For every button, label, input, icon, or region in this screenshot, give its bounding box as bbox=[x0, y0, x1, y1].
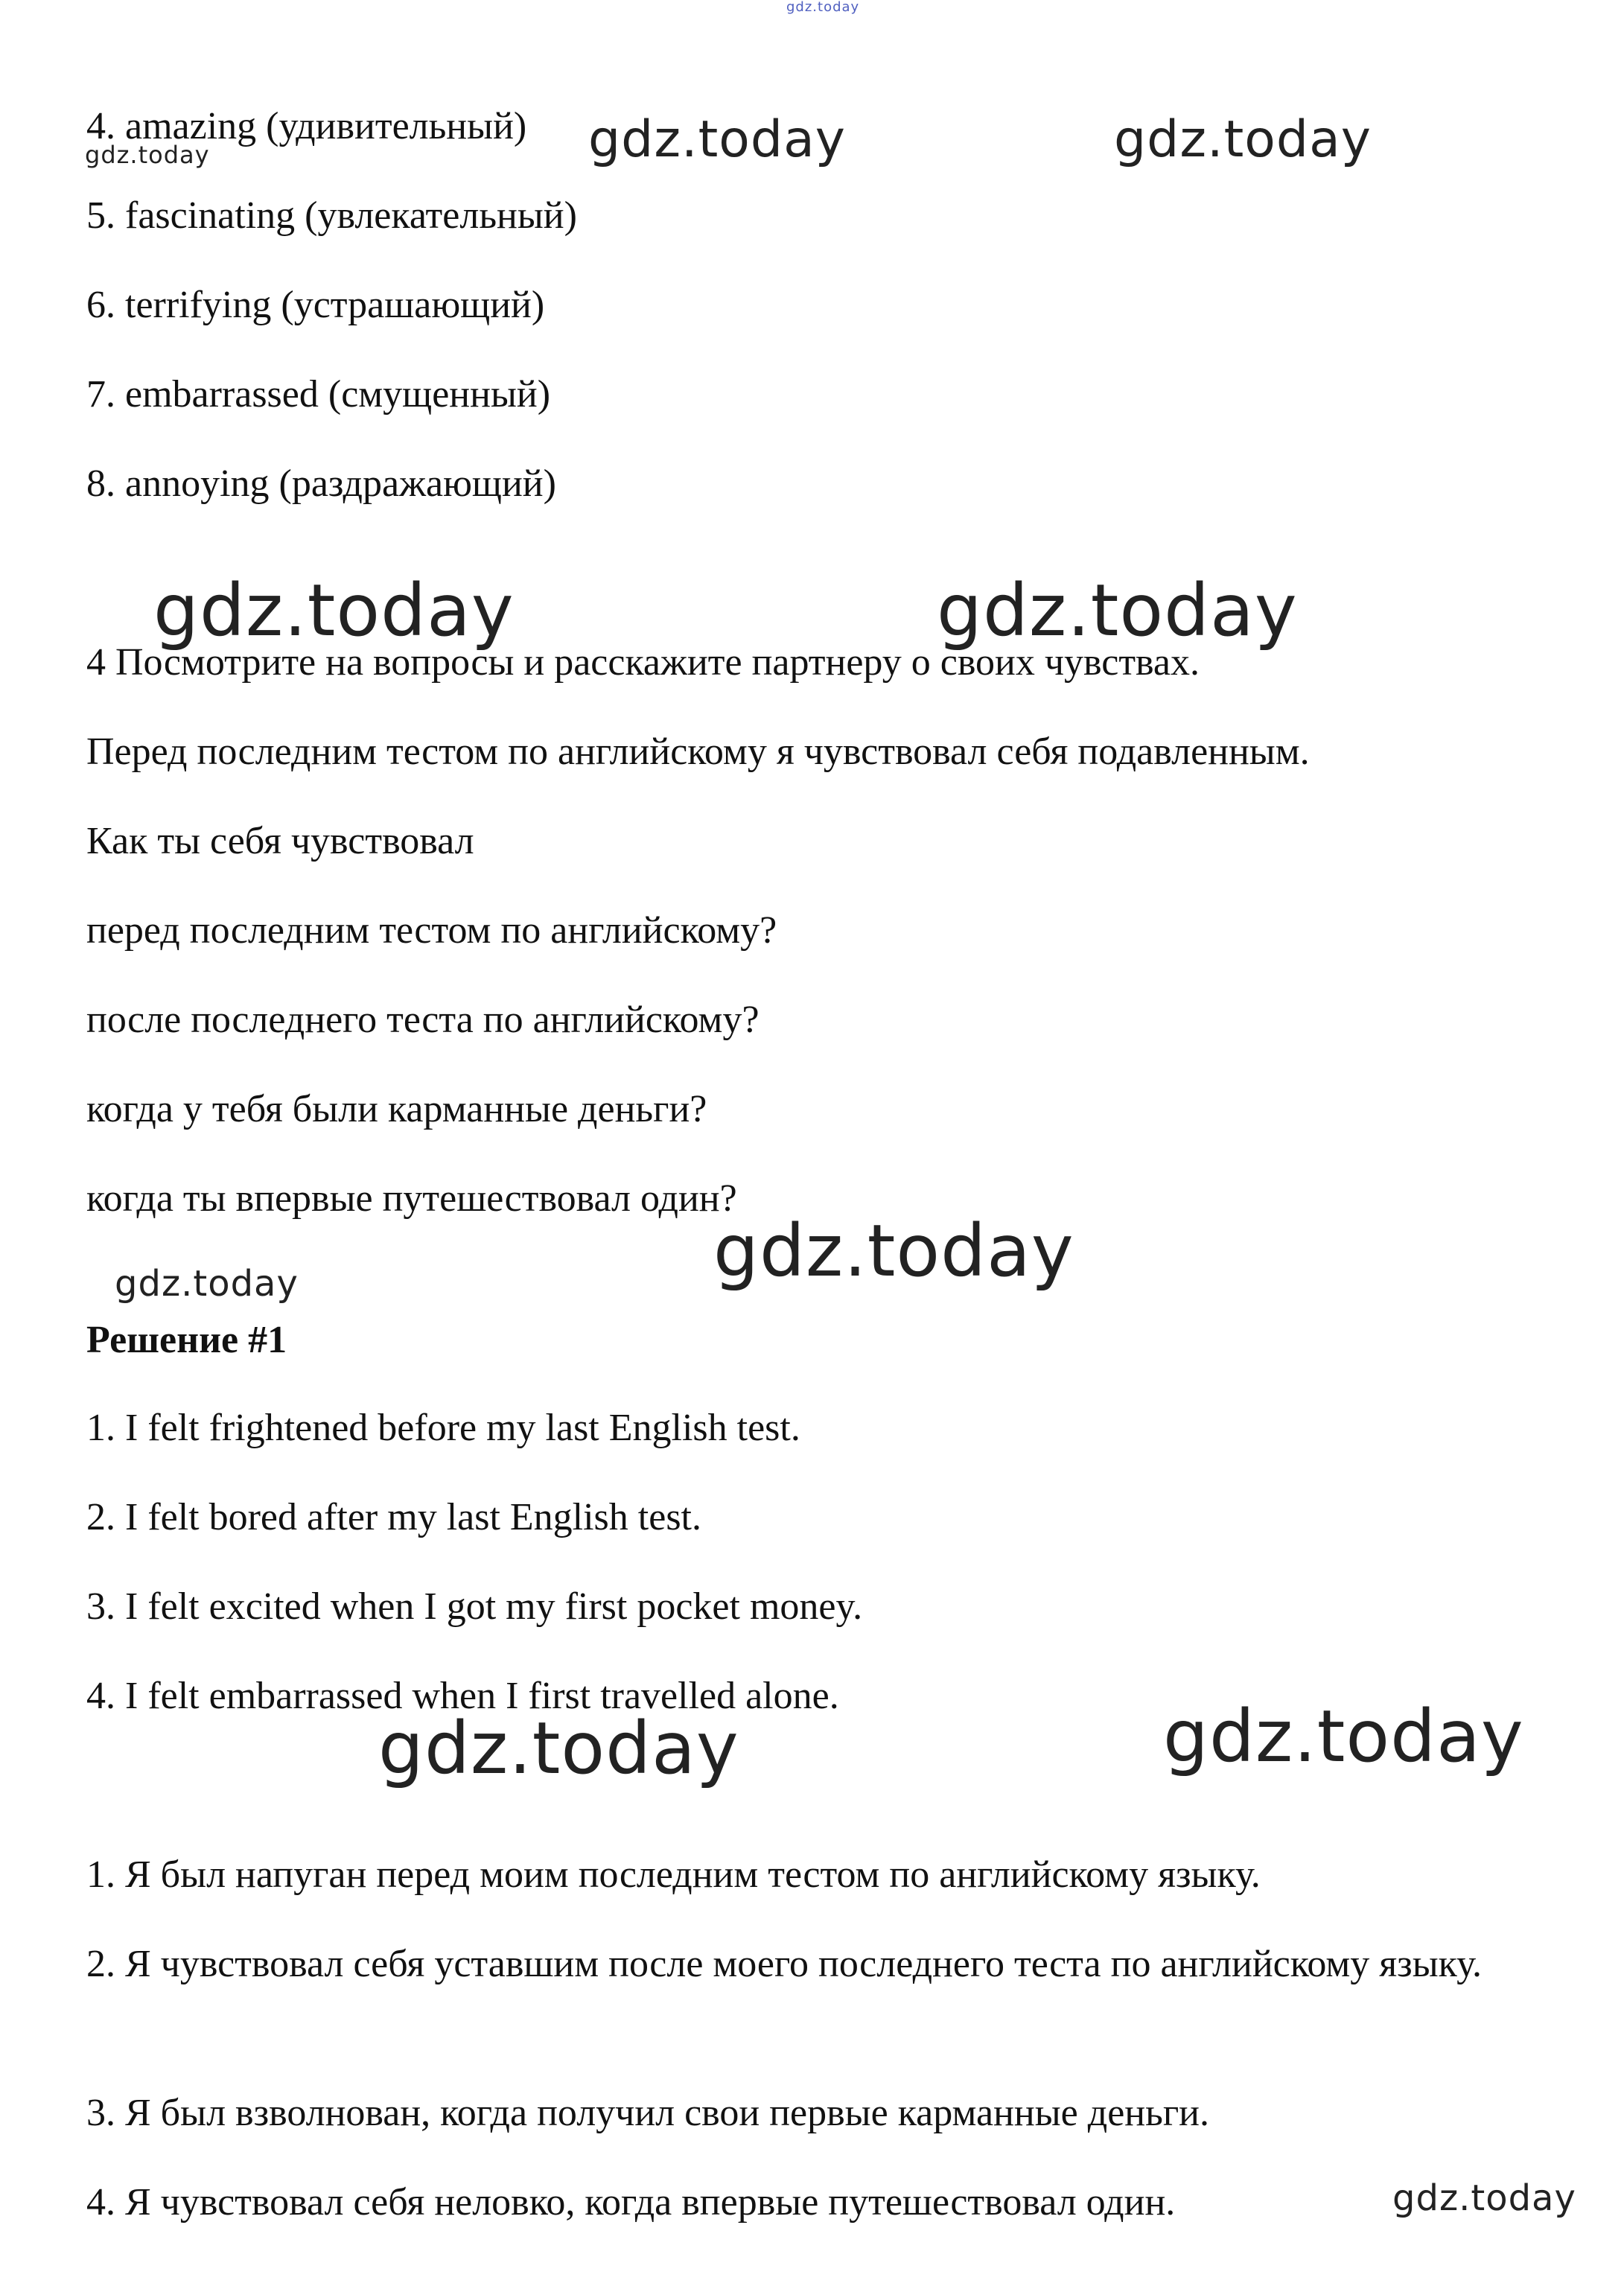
exercise-title: 4 Посмотрите на вопросы и расскажите партнеру о своих чувствах. bbox=[86, 641, 1200, 684]
vocab-item: 5. fascinating (увлекательный) bbox=[86, 194, 577, 237]
vocab-item: 4. amazing (удивительный) bbox=[86, 105, 527, 147]
vocab-item: 8. annoying (раздражающий) bbox=[86, 462, 556, 505]
exercise-question-intro: Как ты себя чувствовал bbox=[86, 820, 474, 862]
watermark: gdz.today bbox=[85, 141, 210, 169]
vocab-item: 6. terrifying (устрашающий) bbox=[86, 284, 545, 326]
answer-en: 2. I felt bored after my last English test. bbox=[86, 1496, 702, 1538]
watermark: gdz.today bbox=[1392, 2177, 1576, 2219]
answer-ru: 1. Я был напуган перед моим последним тестом по английскому языку. bbox=[86, 1853, 1261, 1896]
watermark: gdz.today bbox=[115, 1263, 299, 1305]
watermark: gdz.today bbox=[1163, 1695, 1524, 1778]
exercise-question: когда ты впервые путешествовал один? bbox=[86, 1177, 737, 1220]
answer-ru: 3. Я был взволнован, когда получил свои первые карманные деньги. bbox=[86, 2092, 1209, 2134]
watermark: gdz.today bbox=[713, 1209, 1074, 1293]
solution-heading: Решение #1 bbox=[86, 1319, 287, 1361]
answer-en: 3. I felt excited when I got my first pocket money. bbox=[86, 1585, 863, 1628]
exercise-question: перед последним тестом по английскому? bbox=[86, 909, 777, 952]
watermark: gdz.today bbox=[937, 569, 1298, 652]
watermark: gdz.today bbox=[588, 110, 846, 169]
answer-ru: 4. Я чувствовал себя неловко, когда впервые путешествовал один. bbox=[86, 2181, 1176, 2224]
exercise-question: после последнего теста по английскому? bbox=[86, 999, 760, 1041]
answer-en: 1. I felt frightened before my last English test. bbox=[86, 1407, 800, 1449]
answer-ru: 2. Я чувствовал себя уставшим после моего последнего теста по английскому языку. bbox=[86, 1943, 1482, 1985]
watermark: gdz.today bbox=[786, 0, 860, 15]
exercise-example: Перед последним тестом по английскому я чувствовал себя подавленным. bbox=[86, 730, 1310, 773]
answer-en: 4. I felt embarrassed when I first travelled alone. bbox=[86, 1675, 839, 1717]
vocab-item: 7. embarrassed (смущенный) bbox=[86, 373, 551, 416]
exercise-question: когда у тебя были карманные деньги? bbox=[86, 1088, 707, 1130]
watermark: gdz.today bbox=[153, 569, 515, 652]
watermark: gdz.today bbox=[378, 1707, 739, 1790]
watermark: gdz.today bbox=[1114, 110, 1372, 169]
